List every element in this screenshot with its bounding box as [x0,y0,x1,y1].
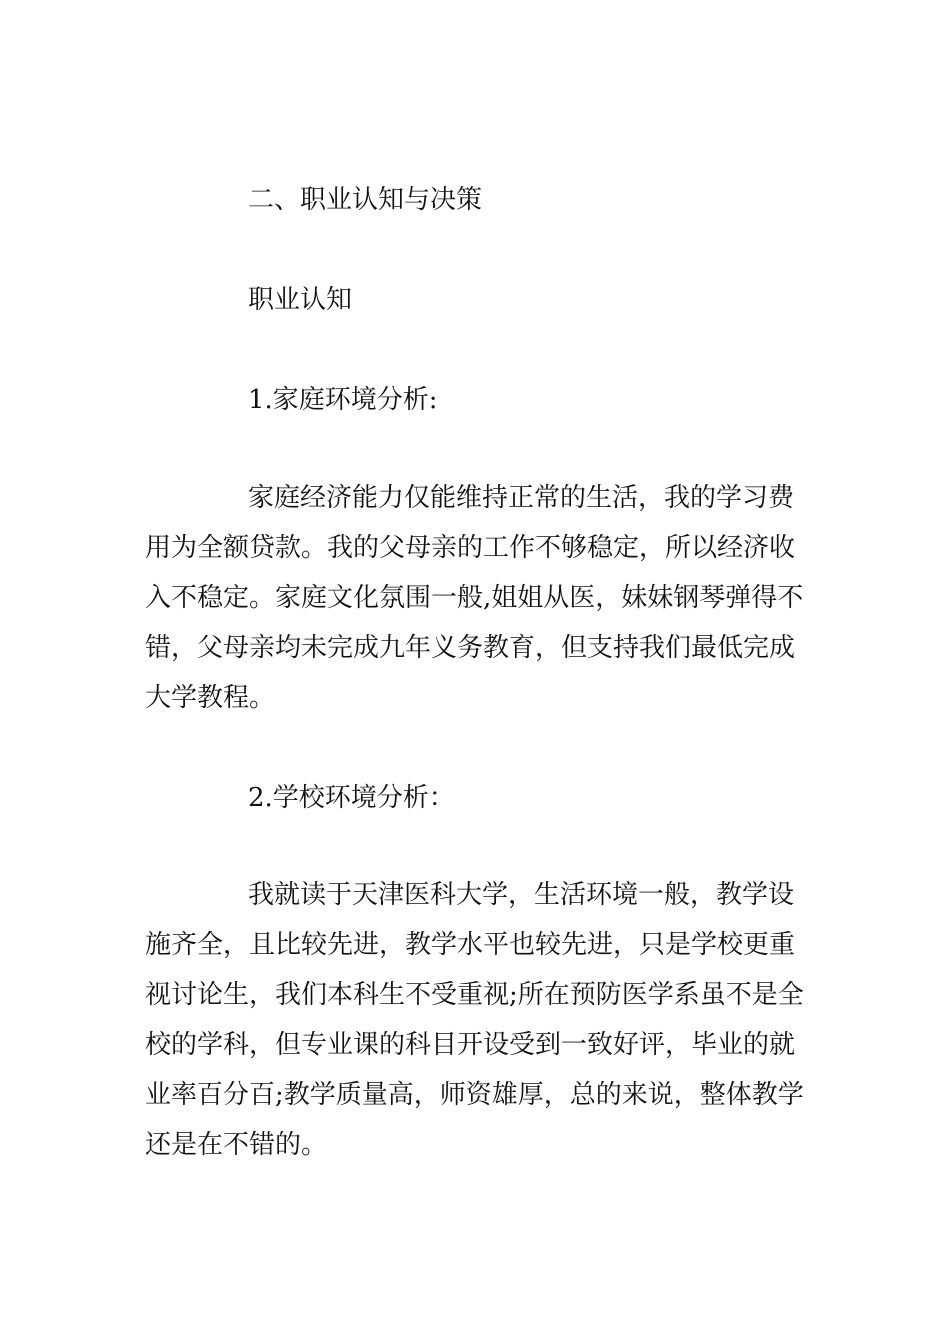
paragraph-line: 错，父母亲均未完成九年义务教育，但支持我们最低完成 [145,633,796,663]
paragraph-line: 视讨论生，我们本科生不受重视;所在预防医学系虽不是全 [145,980,804,1010]
paragraph-line: 大学教程。 [145,683,276,713]
paragraph-line: 用为全额贷款。我的父母亲的工作不够稳定，所以经济收 [145,533,796,563]
paragraph-line: 校的学科，但专业课的科目开设受到一致好评，毕业的就 [145,1030,796,1060]
paragraph-line: 业率百分百;教学质量高，师资雄厚，总的来说，整体教学 [145,1080,804,1110]
paragraph-line: 施齐全，且比较先进，教学水平也较先进，只是学校更重 [145,930,796,960]
paragraph-line: 还是在不错的。 [145,1130,328,1160]
paragraph-line: 家庭经济能力仅能维持正常的生活，我的学习费 [248,483,795,513]
subsection-title: 职业认知 [248,285,353,315]
paragraph-line: 入不稳定。家庭文化氛围一般,姐姐从医，妹妹钢琴弹得不 [145,583,804,613]
section-title: 二、职业认知与决策 [248,185,483,215]
paragraph-line: 我就读于天津医科大学，生活环境一般，教学设 [248,880,795,910]
school-heading: 2.学校环境分析： [248,783,455,813]
family-heading: 1.家庭环境分析: [248,385,438,415]
